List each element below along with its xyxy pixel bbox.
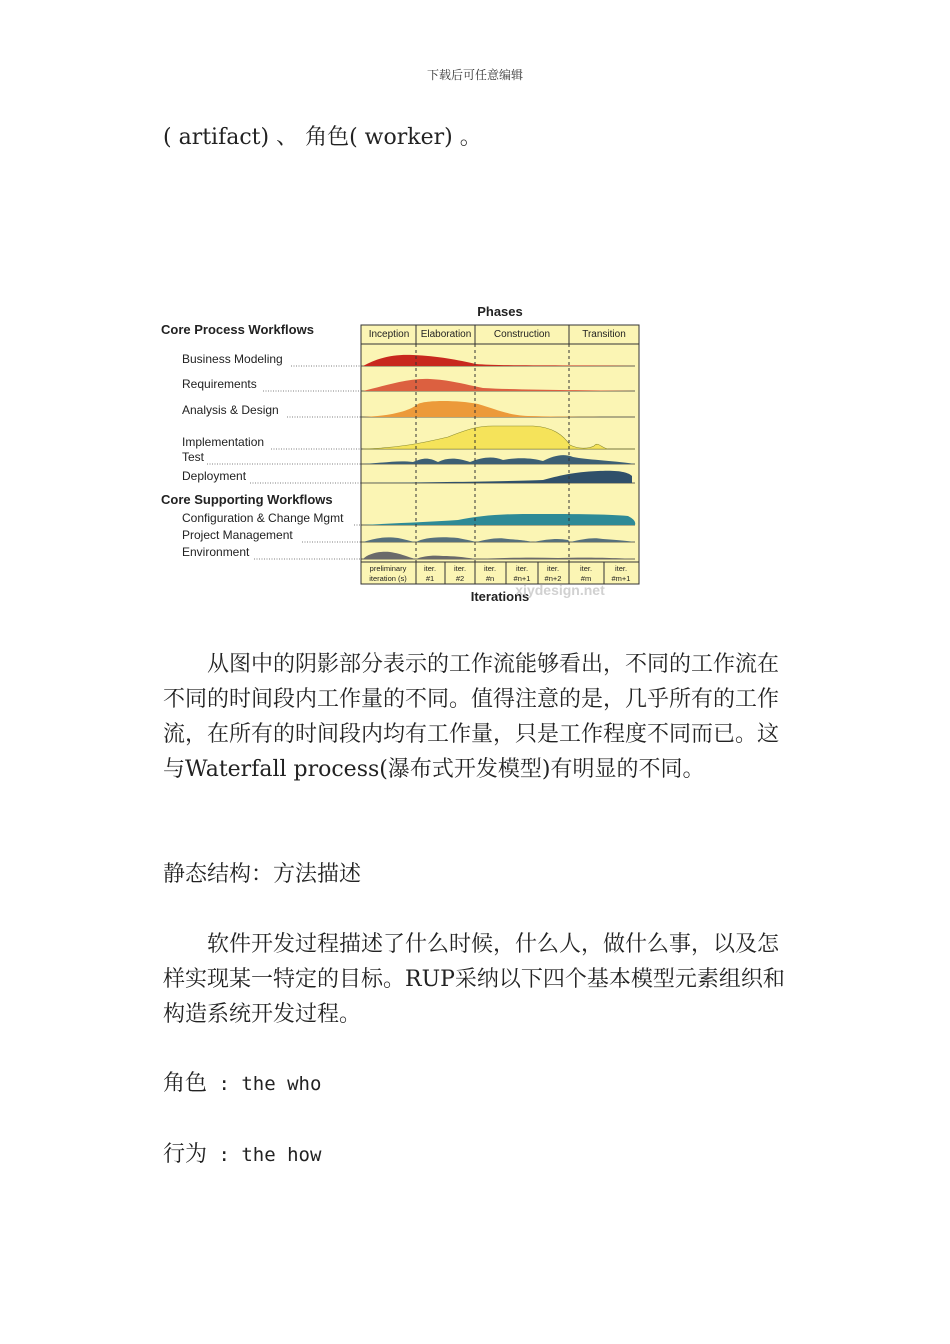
iteration-2-l1: iter. (453, 564, 467, 573)
workflow-implementation: Implementation (182, 435, 265, 449)
iteration-m-l1: iter. (579, 564, 593, 573)
core-supporting-title: Core Supporting Workflows (161, 492, 333, 507)
phase-elaboration: Elaboration (420, 329, 472, 340)
rup-workflow-diagram (158, 300, 648, 610)
definition-role-sep: : (207, 1073, 242, 1095)
phase-construction: Construction (493, 329, 551, 340)
iteration-n2-l1: iter. (546, 564, 560, 573)
iteration-preliminary-l1: preliminary (369, 564, 407, 573)
watermark: xiydesign.net (515, 582, 605, 598)
definition-activity-label: 行为 (163, 1142, 208, 1167)
supporting-project: Project Management (182, 528, 293, 542)
definition-activity (163, 1137, 803, 1173)
phases-title: Phases (477, 304, 523, 319)
iteration-1-l2: #1 (425, 574, 435, 583)
iteration-1-l1: iter. (423, 564, 437, 573)
iteration-m-l2: #m (580, 574, 592, 583)
iteration-n2-l2: #n+2 (544, 574, 562, 583)
section-heading-static-structure: 静态结构：方法描述 (163, 862, 362, 887)
workflow-test: Test (182, 450, 205, 464)
iteration-preliminary-l2: iteration (s) (369, 574, 407, 583)
workflow-analysis-design: Analysis & Design (182, 403, 279, 417)
iteration-m1-l1: iter. (614, 564, 628, 573)
iteration-n1-l2: #n+1 (513, 574, 531, 583)
iteration-n-l1: iter. (483, 564, 497, 573)
definition-activity-sep: : (207, 1144, 242, 1166)
definition-role-label: 角色 (163, 1071, 208, 1096)
phase-transition: Transition (582, 329, 626, 340)
iteration-n-l2: #n (485, 574, 495, 583)
paragraph-process-description: 软件开发过程描述了什么时候，什么人，做什么事，以及怎样实现某一特定的目标。RUP采纳以下四个基本模型元素组织和构造系统开发过程。 (163, 932, 785, 1027)
supporting-environment: Environment (182, 545, 250, 559)
phase-inception: Inception (368, 329, 410, 340)
iteration-m1-l2: #m+1 (611, 574, 631, 583)
workflow-requirements: Requirements (182, 377, 257, 391)
definition-role (163, 1066, 803, 1102)
workflow-deployment: Deployment (182, 469, 247, 483)
definition-role-value: the who (241, 1073, 322, 1095)
definition-activity-value: the how (241, 1144, 322, 1166)
iteration-n1-l1: iter. (515, 564, 529, 573)
page-header: 下载后可任意编辑 (426, 68, 523, 82)
core-process-title: Core Process Workflows (161, 322, 314, 337)
iterations-title: Iterations (470, 589, 530, 604)
supporting-config: Configuration & Change Mgmt (182, 511, 344, 525)
paragraph-workflow-observation: 从图中的阴影部分表示的工作流能够看出，不同的工作流在不同的时间段内工作量的不同。值得注意的是，几乎所有的工作流，在所有的时间段内均有工作量，只是工作程度不同而已。这与Waterfall process(瀑布式开发模型)有明显的不同。 (163, 652, 780, 782)
iteration-2-l2: #2 (455, 574, 465, 583)
paragraph-artifact-worker: ( artifact) 、 角色( worker) 。 (163, 125, 482, 150)
workflow-business-modeling: Business Modeling (182, 352, 283, 366)
